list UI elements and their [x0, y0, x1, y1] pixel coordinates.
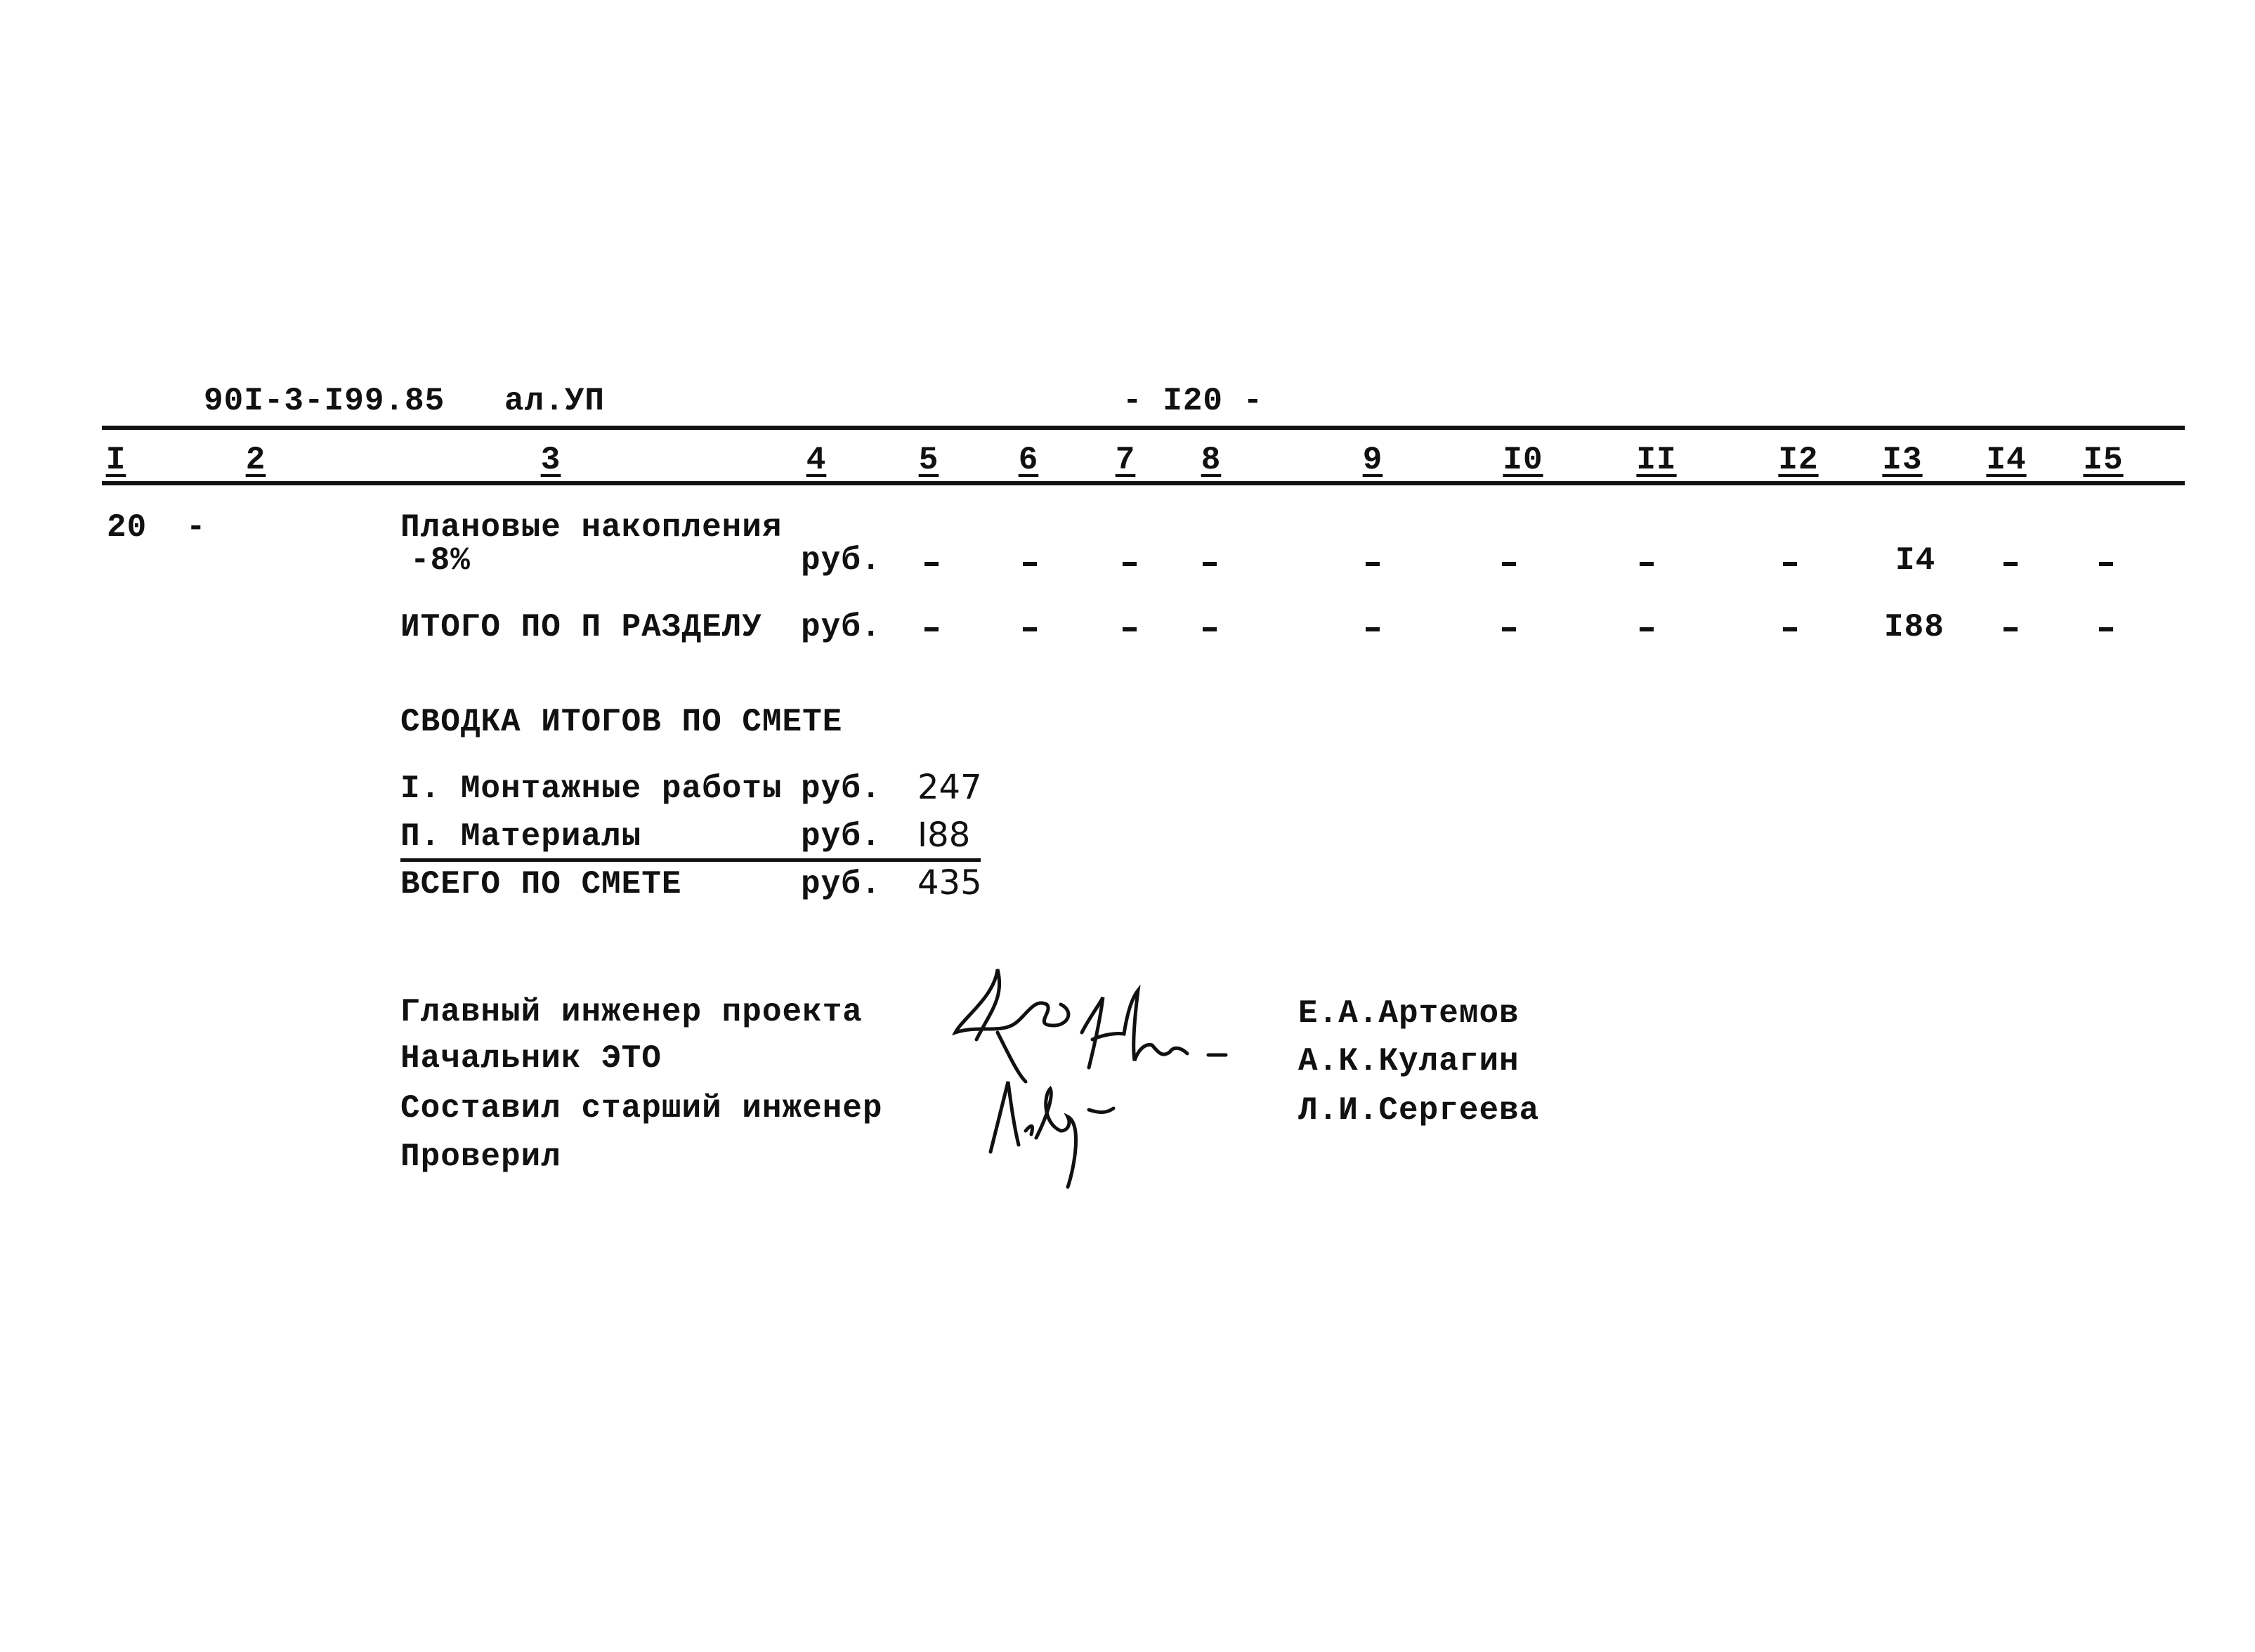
column-number-1: I [105, 442, 126, 478]
column-number-3: 3 [540, 442, 561, 478]
empty-cell-dash [1640, 562, 1654, 566]
empty-cell-dash [924, 562, 939, 566]
column-number-11: II [1636, 442, 1677, 478]
section-total-col13-value: I88 [1884, 609, 1944, 645]
summary-item-label: I. Монтажные работы [400, 771, 783, 807]
empty-cell-dash [1023, 562, 1037, 566]
signature-handwritten [948, 955, 1243, 1194]
summary-grand-total-label: ВСЕГО ПО СМЕТЕ [400, 866, 682, 903]
empty-cell-dash [1123, 562, 1137, 566]
column-number-7: 7 [1115, 442, 1136, 478]
signatory-name: Е.А.Артемов [1298, 995, 1519, 1032]
empty-cell-dash [1203, 627, 1217, 631]
row-unit: руб. [801, 542, 882, 579]
summary-item-unit: руб. [801, 818, 882, 855]
section-total-label: ИТОГО ПО П РАЗДЕЛУ [400, 609, 762, 645]
column-number-4: 4 [806, 442, 827, 478]
header-bottom-rule [102, 481, 2185, 485]
summary-total-rule [400, 858, 981, 862]
empty-cell-dash [1783, 627, 1797, 631]
signature-role: Проверил [400, 1139, 561, 1175]
row-number: 20 [107, 509, 148, 546]
empty-cell-dash [2099, 627, 2113, 631]
empty-cell-dash [1366, 627, 1380, 631]
empty-cell-dash [1640, 627, 1654, 631]
signatory-name: Л.И.Сергеева [1298, 1092, 1540, 1129]
empty-cell-dash [2004, 627, 2018, 631]
column-number-5: 5 [918, 442, 939, 478]
empty-cell-dash [1502, 627, 1516, 631]
summary-item-unit: руб. [801, 771, 882, 807]
column-number-8: 8 [1201, 442, 1222, 478]
signature-role: Главный инженер проекта [400, 994, 863, 1030]
column-number-14: I4 [1986, 442, 2027, 478]
summary-item-value: I88 [917, 815, 971, 855]
column-number-6: 6 [1018, 442, 1039, 478]
column-number-12: I2 [1778, 442, 1819, 478]
row-code: - [186, 509, 207, 546]
column-number-13: I3 [1882, 442, 1923, 478]
summary-grand-total-value: 435 [917, 863, 982, 903]
column-number-2: 2 [245, 442, 266, 478]
summary-item-label: П. Материалы [400, 818, 642, 855]
album-label: ал.УП [504, 383, 606, 419]
signature-role: Составил старший инженер [400, 1090, 883, 1127]
signatory-name: А.К.Кулагин [1298, 1043, 1519, 1080]
empty-cell-dash [1366, 562, 1380, 566]
empty-cell-dash [1203, 562, 1217, 566]
row-name-line2: -8% [410, 542, 471, 579]
empty-cell-dash [1023, 627, 1037, 631]
row-name-line1: Плановые накопления [400, 509, 783, 546]
row-col13-value: I4 [1895, 542, 1936, 579]
empty-cell-dash [2099, 562, 2113, 566]
empty-cell-dash [1783, 562, 1797, 566]
summary-item-value: 247 [917, 768, 982, 807]
signature-role: Начальник ЭТО [400, 1040, 662, 1077]
empty-cell-dash [2004, 562, 2018, 566]
empty-cell-dash [1502, 562, 1516, 566]
document-code: 90I-3-I99.85 [204, 383, 445, 419]
section-total-unit: руб. [801, 609, 882, 645]
column-number-15: I5 [2083, 442, 2124, 478]
column-number-9: 9 [1362, 442, 1383, 478]
empty-cell-dash [924, 627, 939, 631]
page-number: - I20 - [1123, 383, 1264, 419]
header-top-rule [102, 426, 2185, 430]
summary-grand-total-unit: руб. [801, 866, 882, 903]
column-number-10: I0 [1503, 442, 1543, 478]
empty-cell-dash [1123, 627, 1137, 631]
summary-title: СВОДКА ИТОГОВ ПО СМЕТЕ [400, 704, 843, 740]
